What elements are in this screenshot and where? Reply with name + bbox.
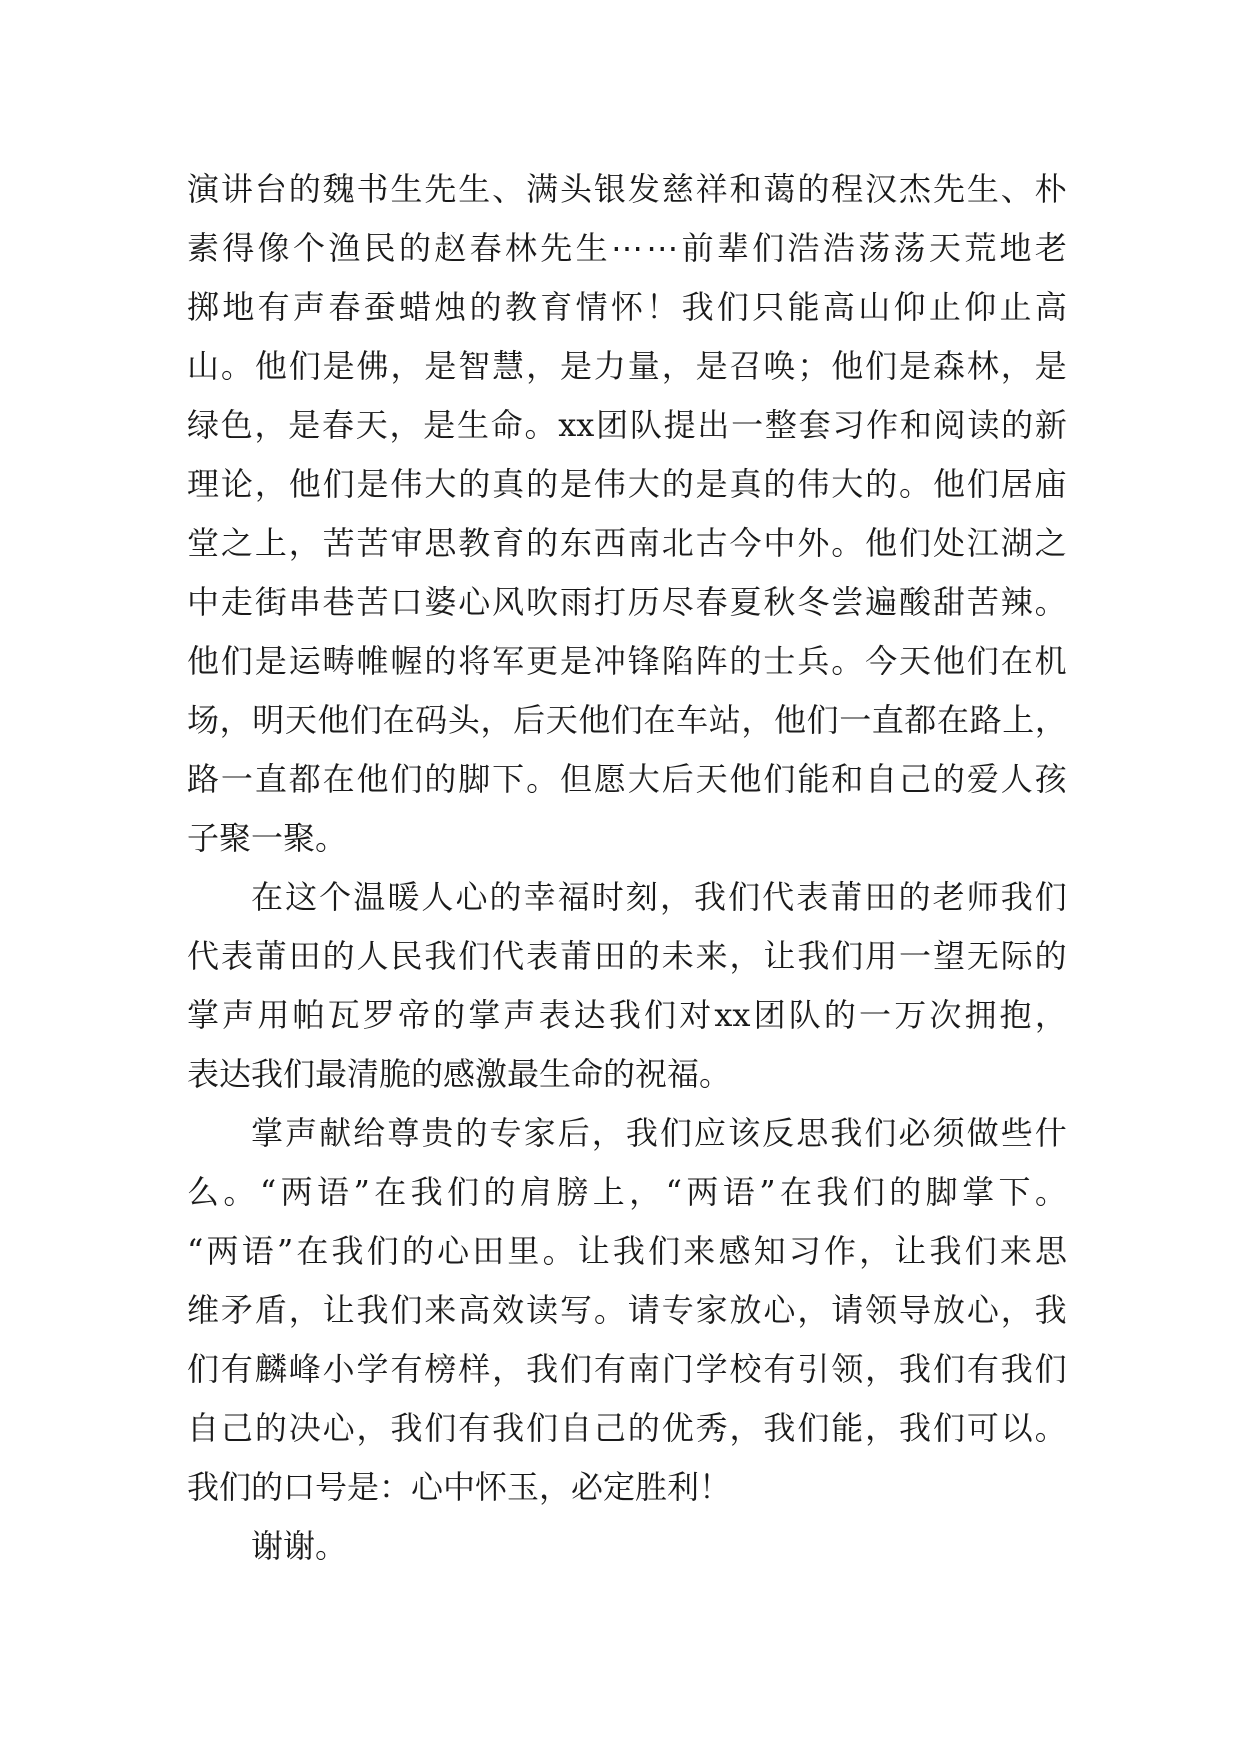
document-body xyxy=(187,160,1067,1576)
text-line: 子聚一聚。 xyxy=(187,819,348,857)
text-line: 中 走 街 串 巷 苦 口 婆 心 风 吹 雨 打 历 尽 春 夏 秋 冬 尝 遍 酸 甜 苦 辣 。 xyxy=(187,583,1067,621)
text-line: 代 表 莆 田 的 人 民 我 们 代 表 莆 田 的 未 来 ， 让 我 们 用 一 望 无 际 的 xyxy=(187,937,1067,975)
text-line: 他 们 是 运 畴 帷 幄 的 将 军 更 是 冲 锋 陷 阵 的 士 兵 。 今 天 他 们 在 机 xyxy=(187,642,1067,680)
text-line: 山 。 他 们 是 佛 ， 是 智 慧 ， 是 力 量 ， 是 召 唤 ； 他 们 是 森 林 ， 是 xyxy=(187,347,1067,385)
text-line: “ 两 语 ” 在 我 们 的 心 田 里 。 让 我 们 来 感 知 习 作 ， 让 我 们 来 思 xyxy=(187,1232,1067,1270)
text-line: 我们的口号是：心中怀玉，必定胜利！ xyxy=(187,1468,732,1506)
text-line: 在 这 个 温 暖 人 心 的 幸 福 时 刻 ， 我 们 代 表 莆 田 的 老 师 我 们 xyxy=(251,878,1067,916)
text-line: 表达我们最清脆的感激最生命的祝福。 xyxy=(187,1055,732,1093)
text-line: 演 讲 台 的 魏 书 生 先 生 、 满 头 银 发 慈 祥 和 蔼 的 程 汉 杰 先 生 、 朴 xyxy=(187,170,1067,208)
text-line: 么 。 “ 两 语 ” 在 我 们 的 肩 膀 上 ， “ 两 语 ” 在 我 们 的 脚 掌 下 。 xyxy=(187,1173,1067,1211)
text-line: 堂 之 上 ， 苦 苦 审 思 教 育 的 东 西 南 北 古 今 中 外 。 他 们 处 江 湖 之 xyxy=(187,524,1067,562)
text-line: 掷 地 有 声 春 蚕 蜡 烛 的 教 育 情 怀 ！ 我 们 只 能 高 山 仰 止 仰 止 高 xyxy=(187,288,1067,326)
text-line: 理 论 ， 他 们 是 伟 大 的 真 的 是 伟 大 的 是 真 的 伟 大 的 。 他 们 居 庙 xyxy=(187,465,1067,503)
text-line: 们 有 麟 峰 小 学 有 榜 样 ， 我 们 有 南 门 学 校 有 引 领 ， 我 们 有 我 们 xyxy=(187,1350,1067,1388)
text-line: 场 ， 明 天 他 们 在 码 头 ， 后 天 他 们 在 车 站 ， 他 们 一 直 都 在 路 上 ， xyxy=(187,701,1067,739)
text-line: 掌 声 用 帕 瓦 罗 帝 的 掌 声 表 达 我 们 对 xx 团 队 的 一 万 次 拥 抱 ， xyxy=(187,996,1067,1034)
text-line: 绿 色 ， 是 春 天 ， 是 生 命 。 xx 团 队 提 出 一 整 套 习 作 和 阅 读 的 新 xyxy=(187,406,1067,444)
text-line: 维 矛 盾 ， 让 我 们 来 高 效 读 写 。 请 专 家 放 心 ， 请 领 导 放 心 ， 我 xyxy=(187,1291,1067,1329)
text-line: 自 己 的 决 心 ， 我 们 有 我 们 自 己 的 优 秀 ， 我 们 能 ， 我 们 可 以 。 xyxy=(187,1409,1067,1447)
text-line: 谢谢。 xyxy=(251,1527,348,1565)
text-line: 掌 声 献 给 尊 贵 的 专 家 后 ， 我 们 应 该 反 思 我 们 必 须 做 些 什 xyxy=(251,1114,1067,1152)
text-line: 路 一 直 都 在 他 们 的 脚 下 。 但 愿 大 后 天 他 们 能 和 自 己 的 爱 人 孩 xyxy=(187,760,1067,798)
text-line: 素 得 像 个 渔 民 的 赵 春 林 先 生 ⋯ ⋯ 前 辈 们 浩 浩 荡 荡 天 荒 地 老 xyxy=(187,229,1067,267)
